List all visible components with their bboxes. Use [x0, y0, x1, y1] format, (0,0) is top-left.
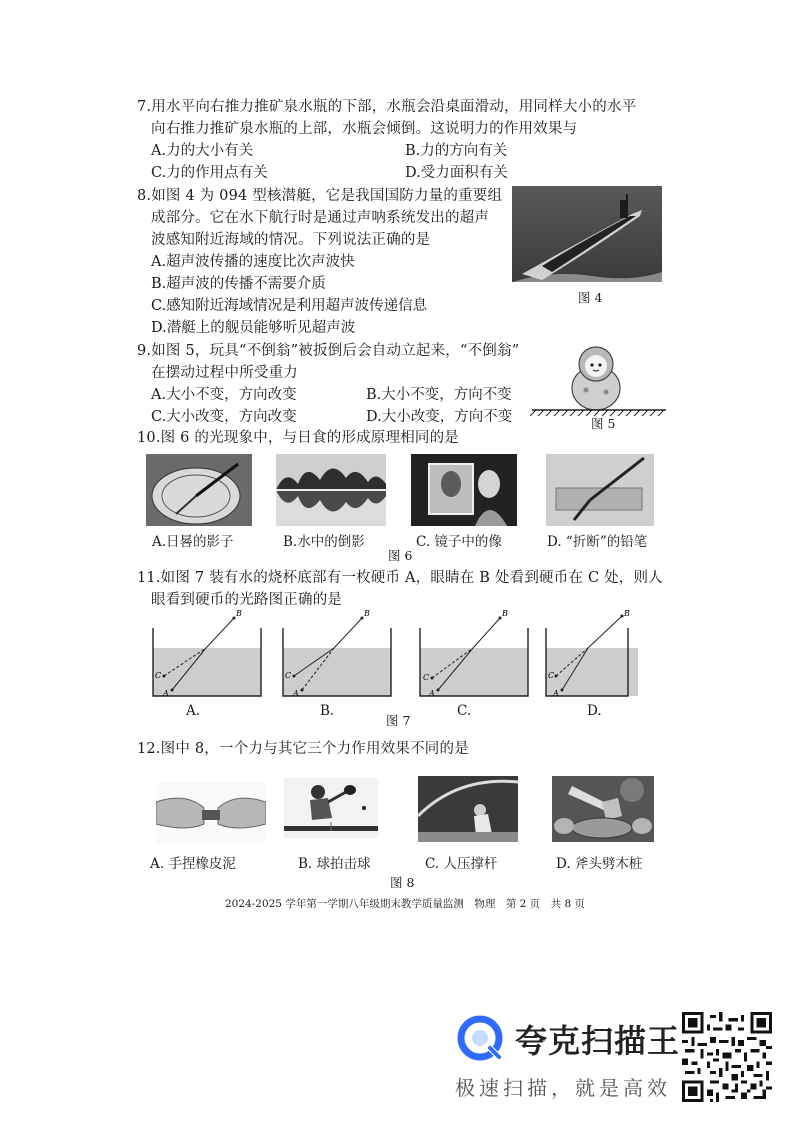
q10-caption-b: B.水中的倒影 [283, 534, 365, 550]
figure-7-label: 图 7 [386, 713, 411, 728]
svg-text:A: A [429, 689, 435, 698]
beaker-a [153, 610, 261, 698]
beaker-d [546, 610, 638, 698]
q9-option-d: D.大小改变，方向不变 [366, 409, 513, 425]
q10-caption-d: D. “折断”的铅笔 [547, 534, 648, 550]
q11-caption-b: B. [320, 703, 335, 719]
svg-text:C: C [285, 671, 292, 680]
figure-5-label: 图 5 [591, 416, 616, 431]
q7-stem-line1: 7.用水平向右推力推矿泉水瓶的下部，水瓶会沿桌面滑动，用同样大小的水平 [137, 99, 637, 115]
svg-text:A: A [293, 689, 299, 698]
figure-8-label: 图 8 [390, 875, 415, 890]
q11-caption-d: D. [587, 703, 602, 719]
brand-name: 夸克扫描王 [515, 1022, 681, 1060]
q11-caption-c: C. [457, 703, 472, 719]
svg-text:A: A [553, 689, 559, 698]
q8-option-a: A.超声波传播的速度比次声波快 [151, 254, 355, 270]
q7-option-d: D.受力面积有关 [405, 165, 508, 181]
q12-caption-d: D. 斧头劈木桩 [556, 856, 643, 872]
tumbler-toy-figure [530, 338, 670, 418]
svg-text:B: B [624, 610, 630, 618]
q12-caption-b: B. 球拍击球 [298, 856, 371, 872]
q8-stem-line2: 成部分。它在水下航行时是通过声呐系统发出的超声 [151, 210, 490, 226]
q10-stem: 10.图 6 的光现象中，与日食的形成原理相同的是 [137, 430, 460, 446]
pole-vault-photo [418, 776, 518, 842]
q8-option-b: B.超声波的传播不需要介质 [151, 276, 326, 292]
q12-stem: 12.图中 8，一个力与其它三个力作用效果不同的是 [137, 741, 469, 757]
q7-option-c: C.力的作用点有关 [151, 165, 268, 181]
q9-option-a: A.大小不变，方向改变 [151, 387, 297, 403]
sundial-photo [146, 454, 252, 526]
svg-text:C: C [548, 671, 555, 680]
qr-code[interactable] [682, 1012, 772, 1102]
q7-option-a: A.力的大小有关 [151, 143, 254, 159]
q10-caption-c: C. 镜子中的像 [416, 534, 502, 550]
q8-stem-line1: 8.如图 4 为 094 型核潜艇，它是我国国防力量的重要组 [137, 188, 503, 204]
brand-slogan: 极速扫描，就是高效 [455, 1076, 671, 1100]
q12-caption-c: C. 人压撑杆 [425, 856, 498, 872]
q8-option-c: C.感知附近海域情况是利用超声波传递信息 [151, 298, 428, 314]
table-tennis-photo [284, 778, 378, 838]
page-footer: 2024-2025 学年第一学期八年级期末教学质量监测 物理 第 2 页 共 8 页 [225, 898, 586, 910]
q12-caption-a: A. 手捏橡皮泥 [150, 856, 236, 872]
svg-text:C: C [423, 673, 430, 682]
axe-splitting-photo [552, 776, 654, 842]
q9-option-c: C.大小改变，方向改变 [151, 409, 297, 425]
quark-logo-icon [455, 1013, 505, 1063]
svg-text:B: B [502, 610, 508, 618]
q9-stem-line1: 9.如图 5，玩具“不倒翁”被扳倒后会自动立起来，“不倒翁” [137, 343, 520, 359]
bent-pencil-photo [546, 454, 654, 526]
figure-6-label: 图 6 [388, 548, 413, 563]
squeeze-clay-photo [156, 782, 266, 844]
q9-option-b: B.大小不变，方向不变 [366, 387, 512, 403]
beaker-b [283, 610, 391, 698]
q7-stem-line2: 向右推力推矿泉水瓶的上部，水瓶会倾倒。这说明力的作用效果与 [151, 121, 578, 137]
q10-caption-a: A.日晷的影子 [152, 534, 234, 550]
mirror-image-photo [411, 454, 517, 526]
q11-stem-line1: 11.如图 7 装有水的烧杯底部有一枚硬币 A，眼睛在 B 处看到硬币在 C 处，则人 [137, 570, 663, 586]
optical-path-diagrams [148, 610, 638, 700]
q11-stem-line2: 眼看到硬币的光路图正确的是 [151, 592, 343, 608]
svg-text:B: B [236, 610, 242, 618]
submarine-photo [512, 186, 662, 282]
water-reflection-photo [276, 454, 386, 526]
svg-text:C: C [155, 671, 162, 680]
q11-caption-a: A. [186, 703, 201, 719]
figure-4-label: 图 4 [578, 290, 603, 305]
beaker-c [420, 610, 528, 698]
q9-stem-line2: 在摆动过程中所受重力 [151, 365, 298, 381]
svg-text:A: A [163, 689, 169, 698]
svg-text:B: B [364, 610, 370, 618]
q8-option-d: D.潜艇上的舰员能够听见超声波 [151, 320, 356, 336]
q8-stem-line3: 波感知附近海域的情况。下列说法正确的是 [151, 232, 431, 248]
q7-option-b: B.力的方向有关 [405, 143, 508, 159]
